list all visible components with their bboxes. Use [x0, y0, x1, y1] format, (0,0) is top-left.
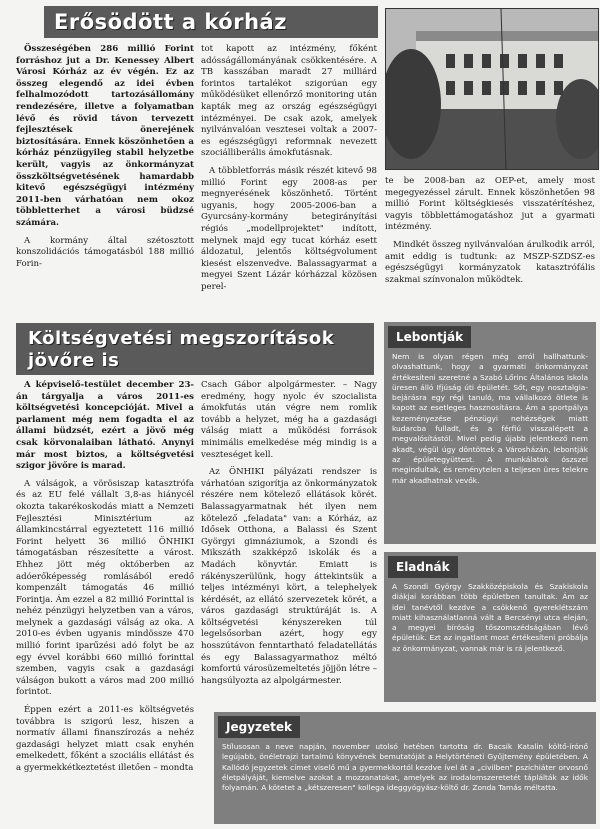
article2-column-2 — [201, 380, 377, 693]
hospital-building-image — [386, 9, 598, 169]
article1-title: Erősödött a kórház — [54, 10, 287, 34]
sidebar-box-jegyzetek — [214, 712, 596, 824]
article2-paragraph: Éppen ezért a 2011-es költségvetés továbbra is szigorú lesz, hiszen a normatív állami finanszírozás a nehéz gazdasági helyzet miatt csak enyhén emelkedett, főként a szociális ellátást és a gyermekkétkeztetést illetően – mondta — [16, 705, 194, 773]
sidebar-box-text: A Szondi György Szakközépiskola és Szakiskola diákjai korábban több épületben tanultak. Ám az idei tanévtől kezdve a csökkenő gyereklétszám miatt kihasználatlanná vált a Bercsényi utca eleján, a megyei bíróság tőszomszédságában lévő épületük. Ezt az ingatlant most értékesíteni próbálja az önkormányzat, vannak már is rá jelentkező. — [392, 582, 588, 653]
article1-column-2 — [201, 44, 377, 299]
sidebar-box-title: Jegyzetek — [218, 716, 300, 738]
article1-lead: Összeségében 286 millió Forint forráshoz jut a Dr. Kenessey Albert Városi Kórház az év végén. Ez az összeg elegendő az idei évben felhalmozódott tartozásállomány rendezésére, illetve a folyamatban lévő és rövid távon tervezett fejlesztések önerejének biztosítására. Ennek köszönhetően a kórház pénzügyileg stabil helyzetbe került, vagyis az önkormányzat összköltségvetésének hamardabb kitevő egészségügyi intézmény 2011-ben várhatóan nem okoz többletterhet a városi büdzsé számára. — [16, 44, 194, 228]
article1-paragraph: tot kapott az intézmény, főként adósságállományának csökkentésére. A TB kasszában maradt 27 milliárd forintos tartalékot szigorúan egy működésüket ellenőrző monitoring után kapták meg az ország egészségügyi intézményei. De csak azok, amelyek nyilvánvalóan vesztesei voltak a 2007-es egészségügyi reformnak nevezett szociálliberális ámokfutásnak. — [201, 44, 377, 159]
article2-title-bar — [16, 323, 374, 375]
article1-paragraph: A többletforrás másik részét kitevő 98 millió Forint egy 2008-as per megnyerésének köszönhető. Történt ugyanis, hogy 2005-2006-ban a Gyurcsány-kormány betegirányítási régiós „modellprojektet" indított, melynek majd egy tucat kórház esett áldozatul, jelentős költségvolument kiesést elszenvedve. Balassagyarmat a megyei Szent Lázár kórházzal közösen perel- — [201, 165, 377, 292]
article2-paragraph: Az ÖNHIKI pályázati rendszer is várhatóan szigorítja az önkormányzatok részére nem kötelező ellátások körét. Balassagyarmatnak hét ilyen nem kötelező „feladata" van: a Kórház, az Idősek Otthona, a Balassi és Szent Györgyi gimnáziumok, a Szondi és Mikszáth szakképző iskolák és a Madách könyvtár. Emiatt is rákényszerülünk, hogy áttekintsük a teljes intézményi kört, a telephelyek kérdését, az ellátó szervezetek körét, a város gazdasági struktúráját is. A költségvetési kényszereken túl legelsősorban azért, hogy egy hosszútávon fenntartható feladatellátás és egy Balassagyarmathoz méltó komfortú városüzemeltetés jöjjön létre – hangsúlyozta az alpolgármester. — [201, 467, 377, 686]
article1-column-1 — [16, 44, 194, 276]
article2-lead: A képviselő-testület december 23-án tárgyalja a város 2011-es költségvetési koncepcióját. Mivel a parlament még nem fogadta el az állami büdzsét, ezért a jövő még csak körvonalaiban látható. Anynyi már most biztos, a költségvetési szigor jövőre is marad. — [16, 380, 194, 472]
article2-paragraph: A válságok, a vörösiszap katasztrófa és az EU felé vállalt 3,8-as hiánycél okozta takarékoskodás miatt a Nemzeti Fejlesztési Minisztérium az államkincstárral egyeztetett 116 millió Forint helyett 36 millió ÖNHIKI támogatásban részesítette a várost. Ehhez jött még októberben az adóerőképesség romlásából eredő kompenzált támogatás 46 millió Forintja. Ám ezzel a 82 millió Forinttal is nehéz pénzügyi helyzetben van a város, melynek a gazdasági válság az oka. A 2010-es évben ugyanis mindössze 470 millió forint iparűzési adó folyt be az egy évvel korábbi 660 millió forinttal szemben, vagyis csak a gazdasági válságon bukott a város mad 200 millió forintot. — [16, 478, 194, 698]
sidebar-box-title: Lebontják — [388, 326, 471, 348]
sidebar-box-lebontjak — [384, 322, 596, 544]
article2-column-1 — [16, 380, 194, 781]
sidebar-box-eladnak — [384, 552, 596, 702]
article2-title: Költségvetési megszorítások jövőre is — [28, 328, 335, 371]
sidebar-box-title: Eladnák — [388, 556, 458, 578]
article2-paragraph: Csach Gábor alpolgármester. – Nagy eredmény, hogy nyolc év szocialista ámokfutás után végre nem romlik tovább a helyzet, még ha a gazdasági válság miatt a működési források minimális emelkedése még mindig is a veszteséget kell. — [201, 380, 377, 460]
article1-paragraph: A kormány által szétosztott konszolidációs támogatásból 188 millió Forin- — [16, 235, 194, 269]
sidebar-box-text: Stílusosan a neve napján, november utolsó hetében tartotta dr. Bacsik Katalin költő-írónő legújabb, önéletrajzi tartalmú könyvének bemutatóját a Helytörténeti Gyűjtemény épületében. A Kallódó jegyzetek címet viselő mű a gyermekkortól kezdve ível át a „civilben" pszichiáter orvosnő életpályáját, kiemelve azokat a mozzanatokat, amelyek az irodalomszeretetét táplálták az idők folyamán. A kötetet a „kétszeresen" kollega ideggyógyász-költő dr. Zonda Tamás méltatta. — [222, 742, 588, 793]
article1-column-3 — [385, 176, 595, 292]
article1-paragraph: Mindkét összeg nyilvánvalóan árulkodik arról, amit eddig is tudtunk: az MSZP-SZDSZ-es egészségügyi kormányzatok katasztrófális szakmai színvonalon működtek. — [385, 239, 595, 285]
hospital-photo — [385, 8, 599, 170]
article1-paragraph: te be 2008-ban az OEP-et, amely most megegyezéssel zárult. Ennek köszönhetően 98 millió Forint költségkiesés visszatérítéshez, vagyis többlettámogatáshoz jut a gyarmati intézmény. — [385, 176, 595, 233]
article1-title-bar — [44, 6, 378, 38]
sidebar-box-text: Nem is olyan régen még arról hallhattunk-olvashattunk, hogy a gyarmati önkormányzat értékesíteni szeretné a Szabó Lőrinc Általános Iskola üresen álló Ifjúság úti épületét. Sőt, egy nosztalgia-bejárásra egy régi tanuló, ma vállalkozó ötlete is kapott az esetleges hasznosításra. Ám a sportpálya kezeményezése pénzügyi nehézségek miatt kudarcba fulladt, és a férfiú visszalépett a megvalósítástól. Mivel pedig újabb jelentkező nem akadt, végül úgy döntöttek a Városházán, lebontják az épületegyüttest. A munkálatok ószszel megindultak, és reménytelen a teljesen üres telekre már akadhatnak vevők. — [392, 352, 588, 485]
